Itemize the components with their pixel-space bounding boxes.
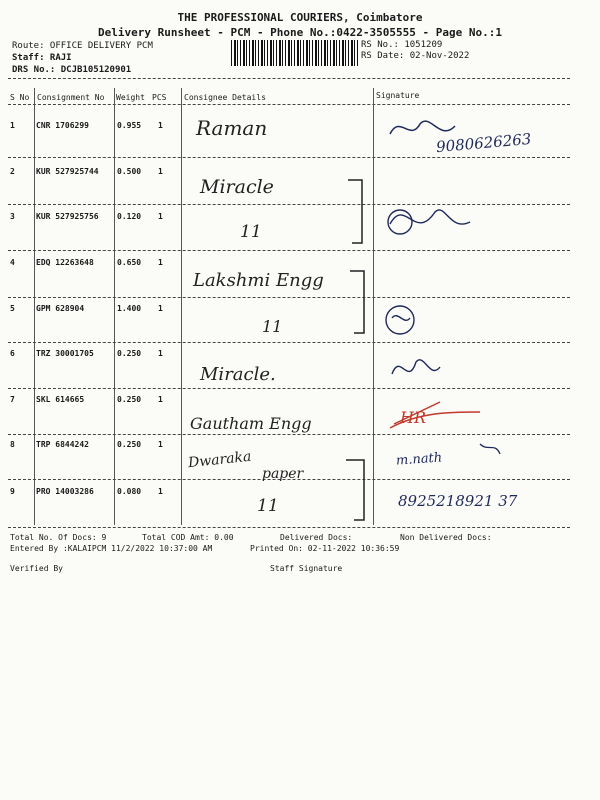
handwritten-ditto: 11 xyxy=(257,496,279,516)
col-sno: S No xyxy=(10,93,30,102)
row-pcs: 1 xyxy=(158,167,163,176)
row-consignment: CNR 1706299 xyxy=(36,121,89,130)
route-label: Route: OFFICE DELIVERY PCM xyxy=(12,41,153,51)
row-consignment: TRZ 30001705 xyxy=(36,349,94,358)
col-weight: Weight xyxy=(116,93,145,102)
row-pcs: 1 xyxy=(158,212,163,221)
row-sno: 2 xyxy=(10,167,15,176)
handwritten-miracle: Miracle. xyxy=(200,364,276,385)
row-weight: 0.500 xyxy=(117,167,142,176)
signature-row-2 xyxy=(390,210,470,224)
printed-on: Printed On: 02-11-2022 10:36:59 xyxy=(250,544,400,553)
total-cod: Total COD Amt: 0.00 xyxy=(142,533,234,542)
delivered-docs: Delivered Docs: xyxy=(280,533,353,542)
row-pcs: 1 xyxy=(158,258,163,267)
row-pcs: 1 xyxy=(158,487,163,496)
signature-row-6 xyxy=(392,360,440,374)
handwritten-gautham: Gautham Engg xyxy=(190,414,312,433)
col-consignee: Consignee Details xyxy=(184,93,266,102)
row-sno: 6 xyxy=(10,349,15,358)
handwritten-dwaraka: Dwaraka xyxy=(187,448,253,472)
row-weight: 0.250 xyxy=(117,395,142,404)
non-delivered-docs: Non Delivered Docs: xyxy=(400,533,492,542)
row-weight: 0.080 xyxy=(117,487,142,496)
row-pcs: 1 xyxy=(158,121,163,130)
header-divider-bottom xyxy=(8,104,570,105)
verified-by: Verified By xyxy=(10,564,63,573)
col-signature: Signature xyxy=(376,91,420,100)
handwritten-initials: HR xyxy=(400,408,426,427)
rs-date: RS Date: 02-Nov-2022 xyxy=(361,51,470,61)
handwritten-miracle: Miracle xyxy=(200,176,274,198)
bracket-rows-4-5 xyxy=(350,271,364,333)
row-pcs: 1 xyxy=(158,440,163,449)
rs-number: RS No.: 1051209 xyxy=(361,40,443,50)
row-sno: 7 xyxy=(10,395,15,404)
entered-by: Entered By :KALAIPCM 11/2/2022 10:37:00 AM xyxy=(10,544,213,553)
runsheet-subtitle: Delivery Runsheet - PCM - Phone No.:0422-3505555 - Page No.:1 xyxy=(98,26,502,39)
row-consignment: PRO 14003286 xyxy=(36,487,94,496)
signature-circle xyxy=(386,306,414,334)
handwritten-ditto: 11 xyxy=(262,317,283,336)
company-title: THE PROFESSIONAL COURIERS, Coimbatore xyxy=(177,11,423,24)
col-line-2 xyxy=(114,88,115,525)
handwritten-lakshmi: Lakshmi Engg xyxy=(193,270,324,291)
row-consignment: KUR 527925744 xyxy=(36,167,99,176)
drs-number: DRS No.: DCJB105120901 xyxy=(12,65,132,75)
signature-row-8 xyxy=(480,444,500,454)
signature-marks xyxy=(380,112,570,532)
signature-row-5 xyxy=(392,316,410,321)
row-weight: 0.250 xyxy=(117,440,142,449)
header-divider-top xyxy=(8,78,570,79)
row-consignment: EDQ 12263648 xyxy=(36,258,94,267)
row-consignment: SKL 614665 xyxy=(36,395,85,404)
row-sno: 3 xyxy=(10,212,15,221)
row-pcs: 1 xyxy=(158,395,163,404)
bracket-rows-2-3 xyxy=(348,180,362,243)
signature-row-1 xyxy=(390,121,455,134)
handwritten-phone: 9080626263 xyxy=(435,129,533,157)
row-weight: 0.120 xyxy=(117,212,142,221)
bracket-rows-8-9 xyxy=(346,460,364,520)
handwritten-ditto: 11 xyxy=(240,222,262,242)
row-consignment: GPM 628904 xyxy=(36,304,85,313)
handwritten-raman: Raman xyxy=(196,116,268,140)
row-weight: 0.650 xyxy=(117,258,142,267)
col-line-3 xyxy=(181,88,182,525)
row-sno: 9 xyxy=(10,487,15,496)
row-sno: 1 xyxy=(10,121,15,130)
handwritten-signature: m.nath xyxy=(395,450,443,469)
staff-signature-label: Staff Signature xyxy=(270,564,343,573)
col-line-1 xyxy=(34,88,35,525)
handwritten-paper: paper xyxy=(262,466,304,482)
row-weight: 1.400 xyxy=(117,304,142,313)
row-pcs: 1 xyxy=(158,304,163,313)
col-pcs: PCS xyxy=(152,93,167,102)
row-weight: 0.955 xyxy=(117,121,142,130)
col-consignment: Consignment No xyxy=(37,93,105,102)
row-sno: 5 xyxy=(10,304,15,313)
row-pcs: 1 xyxy=(158,349,163,358)
row-sno: 4 xyxy=(10,258,15,267)
barcode xyxy=(231,40,359,66)
total-docs: Total No. Of Docs: 9 xyxy=(10,533,107,542)
staff-label: Staff: RAJI xyxy=(12,53,72,63)
row-sno: 8 xyxy=(10,440,15,449)
row-weight: 0.250 xyxy=(117,349,142,358)
row-consignment: KUR 527925756 xyxy=(36,212,99,221)
row-consignment: TRP 6844242 xyxy=(36,440,89,449)
handwritten-phone: 8925218921 37 xyxy=(398,492,518,510)
grouping-brackets xyxy=(340,175,380,535)
